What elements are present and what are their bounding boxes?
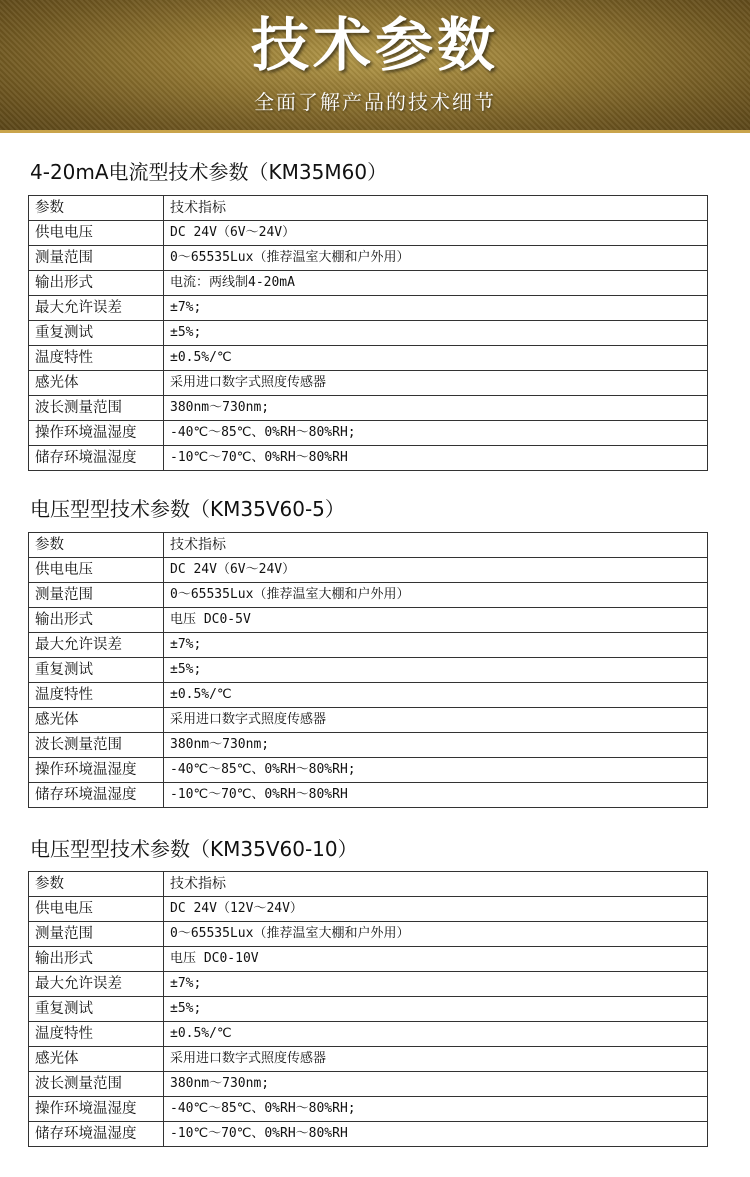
param-value-cell: 0～65535Lux（推荐温室大棚和户外用） <box>164 246 708 271</box>
table-row <box>29 972 708 997</box>
table-row <box>29 1122 708 1147</box>
param-name-cell: 操作环境温湿度 <box>29 1097 164 1122</box>
param-name-cell: 最大允许误差 <box>29 296 164 321</box>
param-name-cell: 最大允许误差 <box>29 633 164 658</box>
param-value-cell: 技术指标 <box>164 196 708 221</box>
param-name-cell: 参数 <box>29 872 164 897</box>
page-subtitle: 全面了解产品的技术细节 <box>254 90 496 114</box>
table-row <box>29 997 708 1022</box>
param-value-cell: 0～65535Lux（推荐温室大棚和户外用） <box>164 583 708 608</box>
table-row <box>29 783 708 808</box>
table-row <box>29 633 708 658</box>
param-name-cell: 供电电压 <box>29 221 164 246</box>
table-row <box>29 708 708 733</box>
param-name-cell: 测量范围 <box>29 246 164 271</box>
param-value-cell: 电压 DC0-10V <box>164 947 708 972</box>
param-name-cell: 储存环境温湿度 <box>29 446 164 471</box>
param-value-cell: 采用进口数字式照度传感器 <box>164 1047 708 1072</box>
spec-table-km35v60-10 <box>28 871 708 1147</box>
param-name-cell: 供电电压 <box>29 897 164 922</box>
table-row <box>29 947 708 972</box>
table-row <box>29 1047 708 1072</box>
table-header-row <box>29 533 708 558</box>
table-row <box>29 922 708 947</box>
param-name-cell: 输出形式 <box>29 608 164 633</box>
header-banner <box>0 0 750 130</box>
table-row <box>29 583 708 608</box>
spec-table-km35v60-5 <box>28 532 708 808</box>
param-value-cell: ±7%; <box>164 972 708 997</box>
param-name-cell: 输出形式 <box>29 271 164 296</box>
param-name-cell: 储存环境温湿度 <box>29 1122 164 1147</box>
table-row <box>29 608 708 633</box>
param-value-cell: -10℃～70℃、0%RH～80%RH <box>164 783 708 808</box>
param-name-cell: 波长测量范围 <box>29 1072 164 1097</box>
param-name-cell: 参数 <box>29 196 164 221</box>
param-name-cell: 测量范围 <box>29 922 164 947</box>
param-value-cell: DC 24V（6V～24V） <box>164 558 708 583</box>
banner-divider <box>0 130 750 133</box>
table-row <box>29 1097 708 1122</box>
param-name-cell: 测量范围 <box>29 583 164 608</box>
param-name-cell: 感光体 <box>29 708 164 733</box>
param-value-cell: ±0.5%/℃ <box>164 346 708 371</box>
table-row <box>29 446 708 471</box>
param-value-cell: 技术指标 <box>164 533 708 558</box>
param-value-cell: -40℃～85℃、0%RH～80%RH; <box>164 758 708 783</box>
param-value-cell: 采用进口数字式照度传感器 <box>164 371 708 396</box>
table-row <box>29 221 708 246</box>
param-value-cell: -40℃～85℃、0%RH～80%RH; <box>164 1097 708 1122</box>
param-name-cell: 供电电压 <box>29 558 164 583</box>
spec-table-km35m60 <box>28 195 708 471</box>
param-name-cell: 操作环境温湿度 <box>29 421 164 446</box>
param-value-cell: ±0.5%/℃ <box>164 683 708 708</box>
param-value-cell: -10℃～70℃、0%RH～80%RH <box>164 1122 708 1147</box>
param-value-cell: 电流：两线制4-20mA <box>164 271 708 296</box>
param-name-cell: 重复测试 <box>29 321 164 346</box>
param-value-cell: 380nm～730nm; <box>164 1072 708 1097</box>
param-name-cell: 温度特性 <box>29 1022 164 1047</box>
param-name-cell: 温度特性 <box>29 346 164 371</box>
param-value-cell: ±5%; <box>164 658 708 683</box>
param-value-cell: -10℃～70℃、0%RH～80%RH <box>164 446 708 471</box>
table-row <box>29 733 708 758</box>
param-value-cell: ±5%; <box>164 997 708 1022</box>
table-row <box>29 321 708 346</box>
param-name-cell: 重复测试 <box>29 658 164 683</box>
table-row <box>29 421 708 446</box>
table-row <box>29 558 708 583</box>
table-row <box>29 758 708 783</box>
page-title: 技术参数 <box>250 11 499 79</box>
param-value-cell: DC 24V（12V～24V） <box>164 897 708 922</box>
param-value-cell: DC 24V（6V～24V） <box>164 221 708 246</box>
param-value-cell: -40℃～85℃、0%RH～80%RH; <box>164 421 708 446</box>
param-name-cell: 感光体 <box>29 1047 164 1072</box>
table-row <box>29 1022 708 1047</box>
table-row <box>29 246 708 271</box>
param-name-cell: 重复测试 <box>29 997 164 1022</box>
param-value-cell: 技术指标 <box>164 872 708 897</box>
param-name-cell: 操作环境温湿度 <box>29 758 164 783</box>
param-name-cell: 最大允许误差 <box>29 972 164 997</box>
param-value-cell: ±7%; <box>164 633 708 658</box>
param-name-cell: 感光体 <box>29 371 164 396</box>
table-row <box>29 271 708 296</box>
table-row <box>29 1072 708 1097</box>
param-value-cell: ±5%; <box>164 321 708 346</box>
param-name-cell: 波长测量范围 <box>29 733 164 758</box>
param-value-cell: 0～65535Lux（推荐温室大棚和户外用） <box>164 922 708 947</box>
table-row <box>29 371 708 396</box>
section-title-km35v60-5: 电压型型技术参数（KM35V60-5） <box>30 497 345 521</box>
table-header-row <box>29 196 708 221</box>
param-name-cell: 储存环境温湿度 <box>29 783 164 808</box>
param-value-cell: 380nm～730nm; <box>164 733 708 758</box>
table-row <box>29 683 708 708</box>
table-row <box>29 296 708 321</box>
section-title-km35m60: 4-20mA电流型技术参数（KM35M60） <box>30 160 388 184</box>
table-row <box>29 346 708 371</box>
param-value-cell: 380nm～730nm; <box>164 396 708 421</box>
param-value-cell: 采用进口数字式照度传感器 <box>164 708 708 733</box>
param-value-cell: ±7%; <box>164 296 708 321</box>
section-title-km35v60-10: 电压型型技术参数（KM35V60-10） <box>30 837 358 861</box>
table-row <box>29 897 708 922</box>
table-row <box>29 658 708 683</box>
param-name-cell: 输出形式 <box>29 947 164 972</box>
param-value-cell: ±0.5%/℃ <box>164 1022 708 1047</box>
table-header-row <box>29 872 708 897</box>
param-name-cell: 温度特性 <box>29 683 164 708</box>
param-value-cell: 电压 DC0-5V <box>164 608 708 633</box>
table-row <box>29 396 708 421</box>
param-name-cell: 波长测量范围 <box>29 396 164 421</box>
param-name-cell: 参数 <box>29 533 164 558</box>
